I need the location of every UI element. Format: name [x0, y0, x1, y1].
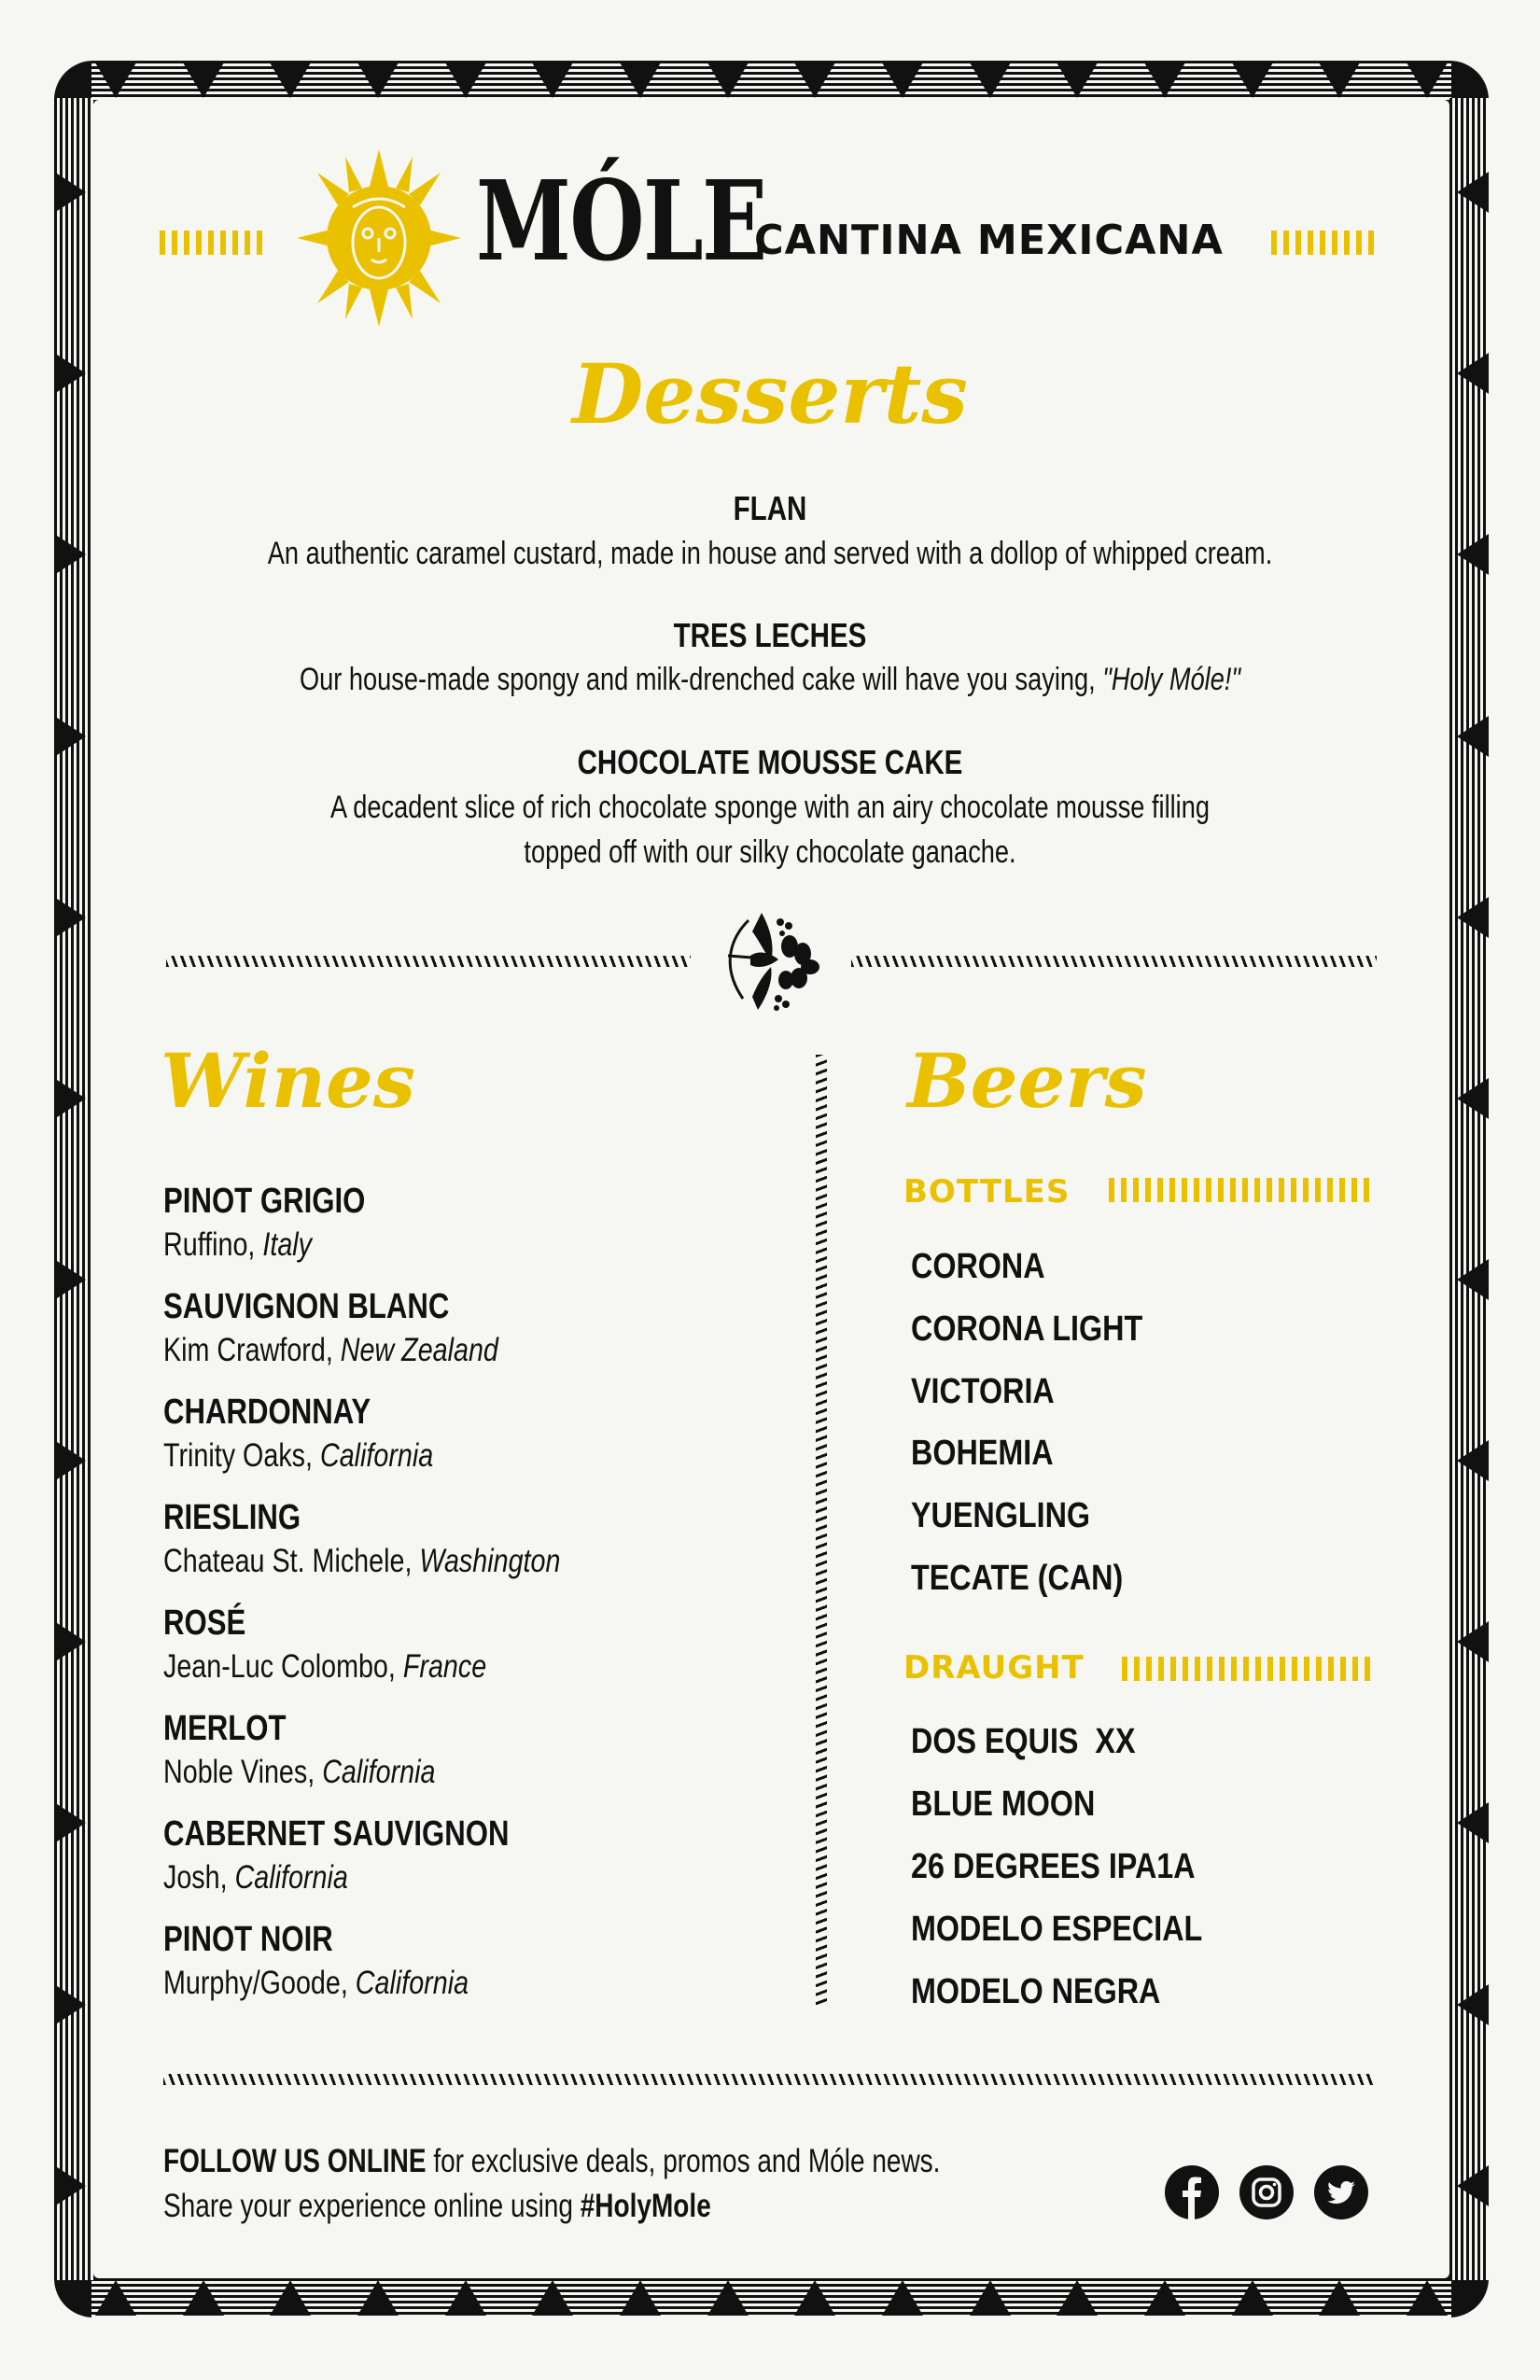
- facebook-icon[interactable]: [1165, 2165, 1219, 2219]
- wine-name: RIESLING: [163, 1498, 301, 1537]
- hummingbird-flower-icon: [717, 913, 829, 1015]
- footer-divider: [163, 2074, 1374, 2085]
- wine-name: MERLOT: [163, 1709, 287, 1748]
- beer-item: MODELO ESPECIAL: [911, 1910, 1203, 1949]
- wine-producer: Trinity Oaks, California: [163, 1437, 434, 1474]
- wine-item: [163, 1394, 433, 1472]
- share-text: Share your experience online using #HolyMole: [163, 2188, 711, 2224]
- wine-item: [163, 1711, 435, 1788]
- wine-producer: Ruffino, Italy: [163, 1226, 313, 1263]
- dessert-name: CHOCOLATE MOUSSE CAKE: [577, 743, 963, 781]
- wine-item: [163, 1500, 560, 1577]
- wine-item: [163, 1816, 509, 1894]
- wine-item: [163, 1183, 365, 1261]
- border-bottom-triangles: [95, 2276, 1448, 2316]
- beer-item: CORONA: [911, 1247, 1045, 1286]
- wine-producer: Josh, California: [163, 1859, 348, 1896]
- brand-tagline: CANTINA MEXICANA: [754, 217, 1224, 264]
- beer-item: VICTORIA: [911, 1372, 1055, 1411]
- sun-face-icon: [297, 149, 461, 327]
- dessert-description: A decadent slice of rich chocolate sponge with an airy chocolate mousse filling: [330, 790, 1210, 825]
- instagram-icon[interactable]: [1239, 2165, 1294, 2219]
- beer-item: DOS EQUIS XX: [911, 1722, 1136, 1761]
- beer-item: CORONA LIGHT: [911, 1309, 1143, 1349]
- beer-item: BOHEMIA: [911, 1434, 1054, 1473]
- desserts-title: Desserts: [572, 345, 968, 442]
- wine-name: ROSÉ: [163, 1603, 246, 1643]
- twitter-icon[interactable]: [1314, 2165, 1368, 2219]
- bottles-bars: [1109, 1178, 1375, 1202]
- beer-item: 26 DEGREES IPA1A: [911, 1847, 1196, 1886]
- wine-producer: Kim Crawford, New Zealand: [163, 1332, 498, 1368]
- wine-producer: Jean-Luc Colombo, France: [163, 1648, 487, 1685]
- beer-item: MODELO NEGRA: [911, 1972, 1161, 2011]
- divider-line-left: [166, 956, 691, 967]
- draught-bars: [1122, 1657, 1375, 1681]
- wine-producer: Murphy/Goode, California: [163, 1965, 469, 2001]
- header-bars-left: [160, 231, 269, 255]
- wine-item: [163, 1922, 469, 1999]
- wine-item: [163, 1289, 498, 1366]
- draught-label: DRAUGHT: [903, 1649, 1085, 1687]
- wine-name: PINOT NOIR: [163, 1920, 333, 1959]
- beer-item: BLUE MOON: [911, 1785, 1096, 1824]
- wine-producer: Noble Vines, California: [163, 1754, 436, 1790]
- brand-name: MÓLE: [476, 156, 766, 286]
- dessert-description: topped off with our silky chocolate ganache.: [524, 834, 1016, 870]
- wine-name: SAUVIGNON BLANC: [163, 1287, 450, 1326]
- beer-item: YUENGLING: [911, 1496, 1091, 1535]
- dessert-name: TRES LECHES: [673, 616, 867, 654]
- dessert-name: FLAN: [733, 489, 807, 527]
- column-divider: [816, 1055, 827, 2005]
- wine-name: PINOT GRIGIO: [163, 1182, 366, 1221]
- border-top-triangles: [95, 63, 1448, 102]
- follow-text: FOLLOW US ONLINE for exclusive deals, promos and Móle news.: [163, 2143, 941, 2179]
- beers-title: Beers: [907, 1037, 1147, 1125]
- dessert-description: An authentic caramel custard, made in house and served with a dollop of whipped cream.: [267, 536, 1273, 571]
- wine-producer: Chateau St. Michele, Washington: [163, 1543, 561, 1579]
- wine-item: [163, 1605, 486, 1683]
- dessert-description: Our house-made spongy and milk-drenched cake will have you saying, "Holy Móle!": [299, 662, 1241, 697]
- wine-name: CHARDONNAY: [163, 1393, 371, 1432]
- dessert-quote: "Holy Móle!": [1102, 662, 1241, 697]
- wines-title: Wines: [161, 1037, 415, 1125]
- bottles-label: BOTTLES: [903, 1173, 1071, 1211]
- hashtag: #HolyMole: [580, 2188, 711, 2224]
- beer-item: TECATE (CAN): [911, 1559, 1124, 1598]
- wine-name: CABERNET SAUVIGNON: [163, 1814, 510, 1854]
- header-bars-right: [1271, 231, 1380, 255]
- divider-line-right: [851, 956, 1377, 967]
